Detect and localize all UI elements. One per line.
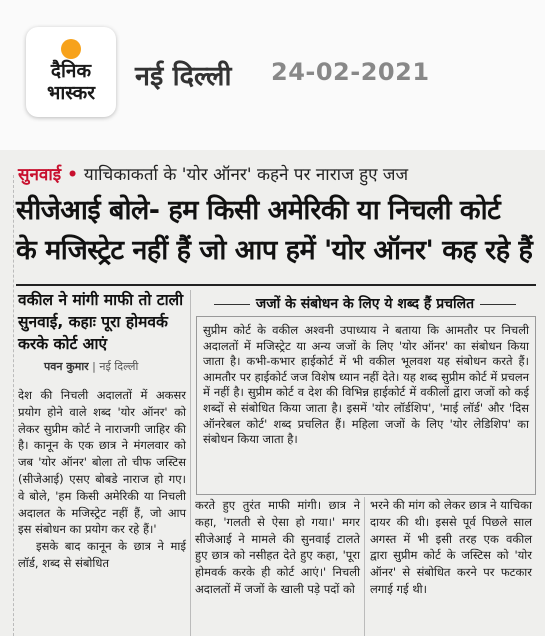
- column-1-paragraph-1: देश की निचली अदालतों में अकसर प्रयोग होने वाले शब्द 'योर ऑनर' को लेकर सुप्रीम कोर्ट ने नाराजगी जाहिर की है। कानून के एक छात्र ने मंगलवार को जब 'योर ऑनर' बोला तो चीफ जस्टिस (सीजेआई) एसए बोबडे नाराज हो गए। वे बोले, 'हम किसी अमेरिकी या निचली अदालत के मजिस्ट्रेट नहीं हैं, जो आप इस संबोधन का प्रयोग कर रहे हैं।': [18, 388, 186, 537]
- headline-line-2: के मजिस्ट्रेट नहीं हैं जो आप हमें 'योर ऑनर' कह रहे हैं: [16, 235, 533, 266]
- dainik-bhaskar-logo[interactable]: [26, 27, 116, 117]
- article-headline: [16, 191, 536, 271]
- article-column-1: [18, 387, 186, 572]
- kicker-separator: •: [67, 165, 78, 185]
- column-divider: [364, 497, 365, 636]
- logo-text-line1: दैनिक: [50, 60, 92, 82]
- article-kicker: [18, 162, 408, 185]
- kicker-text: याचिकाकर्ता के 'योर ऑनर' कहने पर नाराज हुए जज: [83, 165, 409, 185]
- column-1-paragraph-2: इसके बाद कानून के छात्र ने माई लॉर्ड, शब्द से संबोधित: [18, 539, 186, 570]
- headline-line-1: सीजेआई बोले- हम किसी अमेरिकी या निचली कोर्ट: [16, 195, 501, 226]
- byline-author: पवन कुमार: [44, 360, 89, 373]
- article-column-3: [370, 497, 532, 598]
- article-subheading: वकील ने मांगी माफी तो टाली सुनवाई, कहाः पूरा होमवर्क करके कोर्ट आएं: [18, 291, 184, 353]
- logo-text-line2: भास्कर: [46, 82, 96, 104]
- sidebar-box-text: सुप्रीम कोर्ट के वकील अश्वनी उपाध्याय ने बताया कि आमतौर पर निचली अदालतों में मजिस्ट्रेट या अन्य जजों के लिए 'योर ऑनर' का संबोधन किया जाता है। कभी-कभार हाईकोर्ट में भी वकील भूलवश यह संबोधन करते हैं। आमतौर पर हाईकोर्ट जज विशेष ध्यान नहीं देते। यह शब्द सुप्रीम कोर्ट में प्रचलन में नहीं है। सुप्रीम कोर्ट व देश की विभिन्न हाईकोर्ट में वकीलों द्वारा जजों को कई शब्दों से संबोधित किया जाता है। इसमें 'योर लॉर्डशिप', 'माई लॉर्ड' और 'दिस ऑनरेबल कोर्ट' शब्द प्रचलित हैं। महिला जजों के लिए 'योर लेडिशिप' का संबोधन किया जाता है।: [203, 323, 529, 447]
- adjacent-column-edge: [3, 175, 14, 636]
- sidebar-box: [196, 316, 536, 495]
- column-3-text: भरने की मांग को लेकर छात्र ने याचिका दायर की थी। इससे पूर्व पिछले साल अगस्त में भी इसी तरह एक वकील द्वारा सुप्रीम कोर्ट के जस्टिस को 'योर ऑनर' से संबोधित करने पर फटकार लगाई गई थी।: [370, 498, 532, 596]
- byline-city: नई दिल्ली: [99, 360, 139, 373]
- edition-date: 24-02-2021: [271, 58, 430, 86]
- column-divider: [190, 290, 191, 636]
- app-header: [0, 0, 545, 110]
- byline: [44, 359, 138, 374]
- sidebar-box-title: जजों के संबोधन के लिए ये शब्द हैं प्रचलित: [196, 294, 534, 313]
- column-2-text: करते हुए तुरंत माफी मांगी। छात्र ने कहा, 'गलती से ऐसा हो गया।' मगर सीजेआई ने मामले की सुनवाई टालते हुए छात्र को नसीहत देते हुए कहा, 'पूरा होमवर्क करके ही कोर्ट आएं।' निचली अदालतों में जजों के खाली पड़े पदों को: [195, 498, 360, 596]
- kicker-label: सुनवाई: [18, 165, 62, 185]
- article-column-2: [195, 497, 360, 598]
- headline-divider: [16, 284, 536, 286]
- sun-logo-icon: [61, 39, 81, 59]
- edition-city: नई दिल्ली: [135, 61, 232, 92]
- byline-separator: |: [88, 360, 100, 373]
